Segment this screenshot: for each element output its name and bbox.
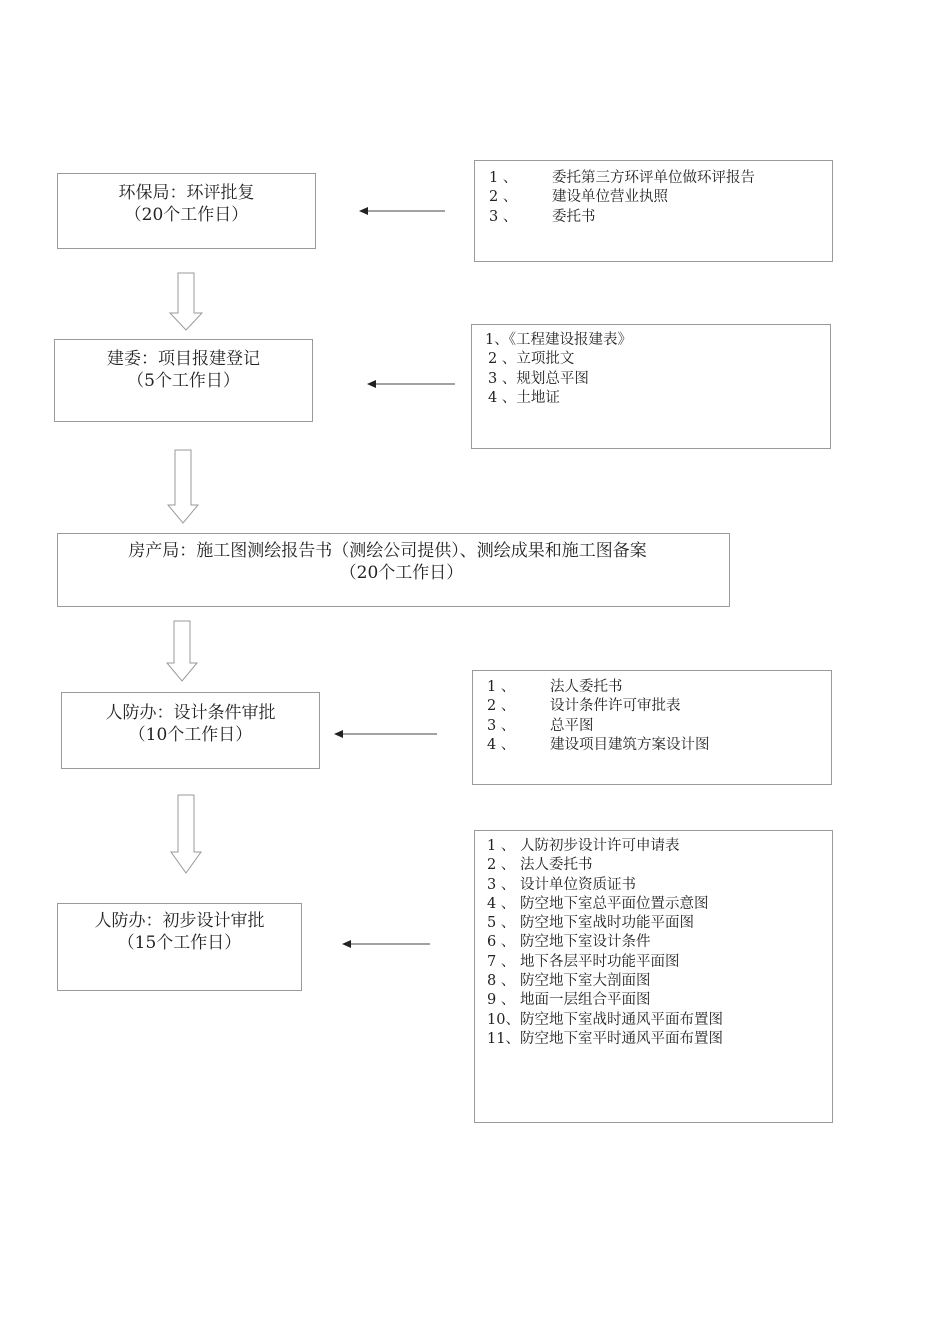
list-item: 1 、 人防初步设计许可申请表: [487, 838, 680, 854]
list-item: 4 、 建设项目建筑方案设计图: [487, 736, 710, 753]
list-item: 3 、 总平图: [487, 717, 594, 734]
list-item: 3 、 委托书: [489, 208, 596, 225]
list-item: 2 、 建设单位营业执照: [489, 189, 668, 206]
list-item: 3 、 设计单位资质证书: [487, 876, 636, 893]
documents-box-environmental: [474, 160, 833, 262]
step-title: 人防办：设计条件审批: [105, 703, 276, 723]
down-arrow-2-3: [168, 450, 198, 523]
list-item: 7 、 地下各层平时功能平面图: [487, 953, 680, 970]
step-box-housing-filing: [57, 533, 730, 607]
step-duration: （10个工作日）: [128, 725, 253, 745]
step-duration: （15个工作日）: [117, 933, 242, 953]
down-arrow-4-5: [171, 795, 201, 873]
list-item: 6 、 防空地下室设计条件: [487, 934, 651, 951]
list-item: 2 、 法人委托书: [487, 857, 593, 874]
down-arrow-1-2: [170, 273, 202, 330]
step-duration: （20个工作日）: [124, 205, 249, 225]
list-item: 11、防空地下室平时通风平面布置图: [487, 1030, 723, 1047]
list-item: 5 、 防空地下室战时功能平面图: [487, 915, 694, 932]
list-item: 2 、立项批文: [488, 351, 575, 368]
down-arrow-3-4: [167, 621, 197, 681]
step-box-design-conditions: [61, 692, 320, 769]
list-item: 2 、 设计条件许可审批表: [487, 698, 681, 715]
step-box-preliminary-design: [57, 903, 302, 991]
step-title: 建委：项目报建登记: [107, 349, 260, 369]
step-duration: （20个工作日）: [339, 563, 464, 583]
list-item: 1 、 法人委托书: [487, 679, 623, 695]
step-title: 人防办：初步设计审批: [94, 911, 265, 931]
list-item: 8 、 防空地下室大剖面图: [487, 973, 651, 990]
left-arrow-docs-3: [334, 730, 437, 738]
list-item: 4 、土地证: [488, 389, 560, 406]
list-item: 4 、 防空地下室总平面位置示意图: [487, 895, 709, 912]
step-title: 环保局：环评批复: [118, 183, 255, 203]
left-arrow-docs-4: [342, 940, 430, 948]
left-arrow-docs-1: [359, 207, 445, 215]
left-arrow-docs-2: [367, 380, 455, 388]
step-box-environmental-approval: [57, 173, 316, 249]
documents-box-preliminary-design: [474, 830, 833, 1123]
list-item: 1 、 委托第三方环评单位做环评报告: [489, 170, 755, 186]
list-item: 3 、规划总平图: [488, 370, 589, 387]
list-item: 10、防空地下室战时通风平面布置图: [487, 1011, 723, 1028]
documents-box-registration: [471, 324, 831, 449]
step-duration: （5个工作日）: [127, 371, 240, 391]
list-item: 1、《工程建设报建表》: [485, 332, 632, 348]
step-title: 房产局：施工图测绘报告书（测绘公司提供）、测绘成果和施工图备案: [128, 541, 647, 561]
documents-box-design-conditions: [472, 670, 832, 785]
step-box-project-registration: [54, 339, 313, 422]
list-item: 9 、 地面一层组合平面图: [487, 992, 651, 1009]
